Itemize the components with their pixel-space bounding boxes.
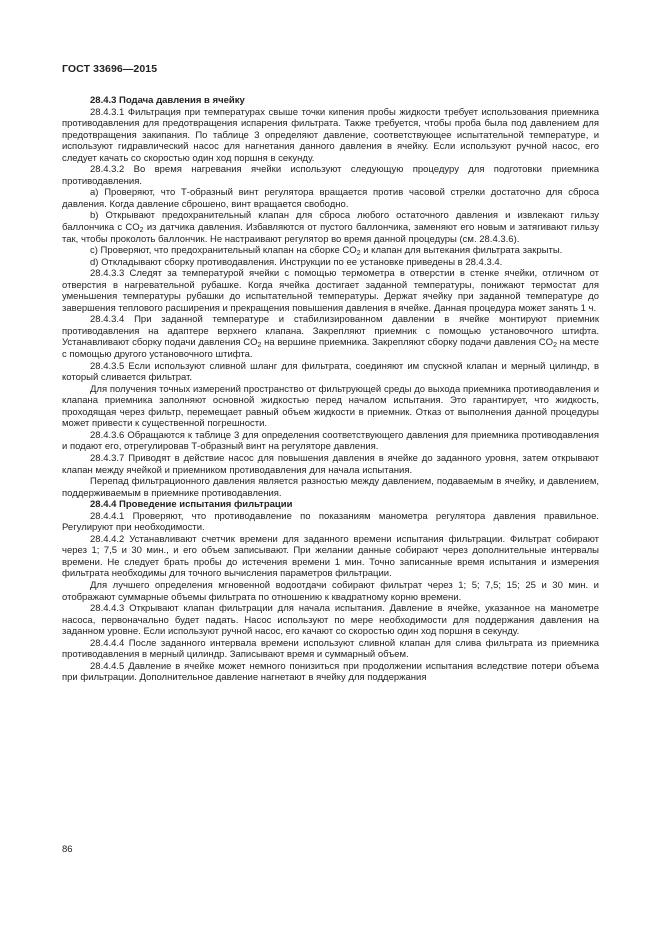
page-number: 86 — [62, 844, 73, 855]
text-segment: из датчика давления. Избавляются от пустого баллончика, заменяют его новым и затягивают гильзу так, чтобы проколоть баллончик. Не настраивают регулятор во время данной процедуры (см. 28.4.3.6). — [62, 222, 599, 245]
paragraph-28-4-3-6: 28.4.3.6 Обращаются к таблице 3 для определения соответствующего давления для приемника противодавления и подают его, отрегулировав Т-образный винт на регуляторе давления. — [62, 429, 599, 453]
paragraph-28-4-3-7: 28.4.3.7 Приводят в действие насос для повышения давления в ячейке до заданного уровня, затем открывают клапан между ячейкой и приемником противодавления для начала испытания. — [62, 452, 599, 476]
text-segment: на месте с помощью другого установочного штифта. — [62, 337, 599, 361]
document-header: ГОСТ 33696—2015 — [62, 63, 158, 75]
subscript: 2 — [139, 227, 144, 235]
paragraph-item-a: а) Проверяют, что Т-образный винт регулятора вращается против часовой стрелки достаточно для сброса давления. Когда давление сброшено, винт вращается свободно. — [62, 187, 599, 210]
paragraph-accuracy-note: Для получения точных измерений пространство от фильтрующей среды до выхода приемника противодавления и клапана приемника заполняют основной жидкостью перед началом испытания. Это гарантирует, что жидкость, проходящая через фильтр, перемещает равный объем жидкости в приемник. Отказ от выполнения данной процедуры может привести к существенной погрешности. — [62, 383, 599, 430]
paragraph-item-b — [62, 210, 599, 245]
subscript: 2 — [553, 342, 557, 350]
section-heading-28-4-4: 28.4.4 Проведение испытания фильтрации — [90, 499, 293, 511]
paragraph-spurt-loss: Для лучшего определения мгновенной водоотдачи собирают фильтрат через 1; 5; 7,5; 15; 25 и 30 мин. и отображают суммарные объемы фильтрата по отношению к квадратному корню времени. — [62, 579, 599, 603]
paragraph-pressure-differential: Перепад фильтрационного давления является разностью между давлением, подаваемым в ячейку, и давлением, поддерживаемым в приемнике противодавления. — [62, 476, 599, 499]
text-segment: с) Проверяют, что предохранительный клапан на сборке CO — [90, 245, 357, 257]
text-segment: b) Открывают предохранительный клапан для сброса любого остаточного давления и извлекают гильзу баллончика с CO — [62, 210, 599, 234]
paragraph-28-4-4-2: 28.4.4.2 Устанавливают счетчик времени для заданного времени испытания фильтрации. Фильтрат собирают через 1; 7,5 и 30 мин., и его объем записывают. При желании данные собирают через дополнительные интервалы времени. Не следует брать пробы до истечения времени 1 мин. Точно записанные время испытания и измерения фильтрата необходимы для точного вычисления параметров фильтрации. — [62, 533, 599, 580]
text-segment: 28.4.3.4 При заданной температуре и стабилизированном давлении в ячейке монтируют приемник противодавления на адаптере верхнего клапана. Закрепляют приемник с помощью установочного штифта. Устанавливают сборку подачи давления CO — [62, 314, 599, 349]
paragraph-28-4-4-1: 28.4.4.1 Проверяют, что противодавление по показаниям манометра регулятора давления правильное. Регулируют при необходимости. — [62, 510, 599, 534]
paragraph-28-4-3-3: 28.4.3.3 Следят за температурой ячейки с помощью термометра в отверстии в стенке ячейки, отличном от отверстия в нагревательной рубашке. Когда ячейка достигает заданной температуры, понижают термостат для уменьшения температуры рубашки до испытательной температуры. Держат ячейку при заданной температуре до завершения теплового расширения и прекращения повышения давления в ячейке. Данная процедура может занять 1 ч. — [62, 268, 599, 314]
subscript: 2 — [257, 342, 262, 350]
paragraph-item-c — [62, 245, 599, 257]
paragraph-28-4-4-4: 28.4.4.4 После заданного интервала времени используют сливной клапан для слива фильтрата из приемника противодавления в мерный цилиндр. Записывают время и суммарный объем. — [62, 637, 599, 661]
paragraph-item-d: d) Откладывают сборку противодавления. Инструкции по ее установке приведены в 28.4.3.4. — [90, 256, 503, 268]
paragraph-28-4-4-5: 28.4.4.5 Давление в ячейке может немного понизиться при продолжении испытания вследствие потери объема при фильтрации. Дополнительное давление нагнетают в ячейку для поддержания — [62, 660, 599, 684]
section-heading-28-4-3: 28.4.3 Подача давления в ячейку — [90, 95, 245, 106]
paragraph-28-4-4-3: 28.4.4.3 Открывают клапан фильтрации для начала испытания. Давление в ячейке, указанное на манометре насоса, первоначально будет падать. Насос используют по мере необходимости для поддержания давления на заданном уровне. Если используют ручной насос, его качают со скоростью один ход поршня в секунду. — [62, 603, 599, 638]
paragraph-28-4-3-1: 28.4.3.1 Фильтрация при температурах свыше точки кипения пробы жидкости требует использования приемника противодавления для предотвращения испарения фильтрата. Также требуется, чтобы проба была под давлением для предотвращения закипания. По таблице 3 определяют давление, соответствующее испытательной температуре, и используют гидравлический насос для нагнетания данного давления в ячейку. Если используют ручной насос, его следует качать со скоростью один ход поршня в секунду. — [62, 106, 599, 164]
text-segment: на вершине приемника. Закрепляют сборку подачи давления CO — [261, 337, 554, 349]
subscript: 2 — [356, 250, 361, 258]
text-segment: и клапан для вытекания фильтрата закрыты. — [360, 245, 563, 257]
paragraph-28-4-3-2: 28.4.3.2 Во время нагревания ячейки используют следующую процедуру для подготовки приемника противодавления. — [62, 164, 599, 187]
paragraph-28-4-3-4 — [62, 314, 599, 360]
paragraph-28-4-3-5: 28.4.3.5 Если используют сливной шланг для фильтрата, соединяют им спускной клапан и мерный цилиндр, в который сливается фильтрат. — [62, 360, 599, 384]
document-body — [62, 95, 599, 684]
